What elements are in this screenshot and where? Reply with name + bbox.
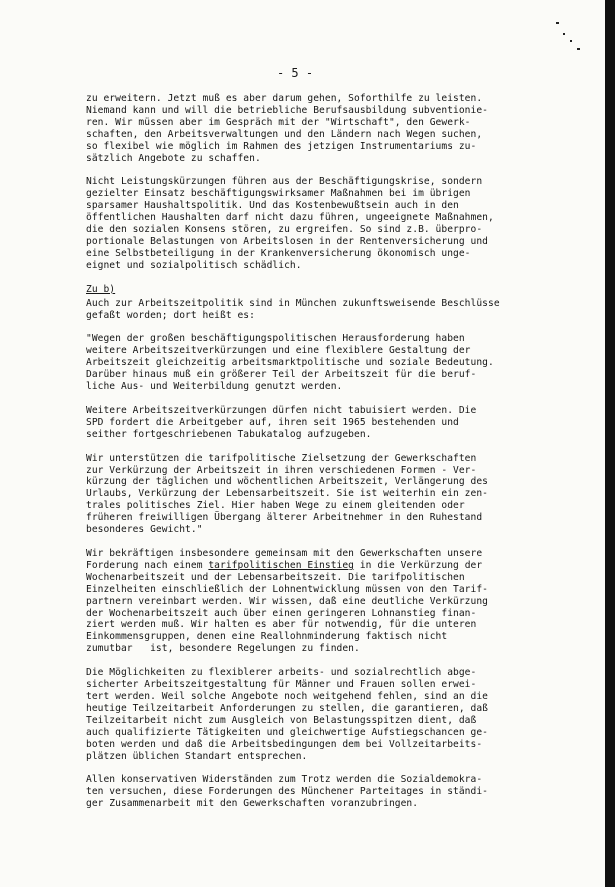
quote-paragraph: "Wegen der großen beschäftigungspolitischen Herausforderung haben weitere Arbeitszeitverkürzungen und eine flexiblere Gestaltung der Arbeitszeit gleichzeitig arbeitsmarktpolitische und soziale Bedeutung. Darüber hinaus muß ein größerer Teil der Arbeitszeit für die beruf- liche Aus- und Weiterbildung genutzt werden. xyxy=(86,333,494,393)
scan-mark xyxy=(577,48,580,50)
underlined-phrase: tarifpolitischen Einstieg xyxy=(208,559,355,571)
scan-mark xyxy=(570,40,572,42)
paragraph: Nicht Leistungskürzungen führen aus der Beschäftigungskrise, sondern gezielter Einsatz beschäftigungswirksamer Maßnahmen bei im übrigen sparsamer Haushaltspolitik. Und das Kostenbewußtsein auch in den öffentlichen Haushalten darf nicht dazu führen, ungeeignete Maßnahmen, die den sozialen Konsens stören, zu ergreifen. So sind z.B. überpro- portionale Belastungen von Arbeitslosen in der Rentenversicherung und eine Selbstbeteiligung in der Krankenversicherung ökonomisch unge- eignet und sozialpolitisch schädlich. xyxy=(86,176,494,271)
paragraph: Allen konservativen Widerständen zum Trotz werden die Sozialdemokra- ten versuchen, diese Forderungen des Münchener Parteitages in ständi- ger Zusammenarbeit mit den Gewerkschaften voranzubringen. xyxy=(86,774,488,810)
page-number: - 5 - xyxy=(276,66,314,80)
scan-mark xyxy=(556,22,559,24)
quote-paragraph: Weitere Arbeitszeitverkürzungen dürfen nicht tabuisiert werden. Die SPD fordert die Arbeitgeber auf, ihren seit 1965 bestehenden und seither fortgeschriebenen Tabukatalog aufzugeben. xyxy=(86,404,477,440)
document-body xyxy=(86,93,581,822)
forderung-text: Forderung nach einem xyxy=(86,559,209,571)
paragraph: Auch zur Arbeitszeitpolitik sind in München zukunftsweisende Beschlüsse gefaßt worden; dort heißt es: xyxy=(86,297,500,321)
paragraph: zu erweitern. Jetzt muß es aber darum gehen, Soforthilfe zu leisten. Niemand kann und will die betriebliche Berufsausbildung subventionie- ren. Wir müssen aber im Gespräch mit der "Wirtschaft", den Gewerk- schaften, den Arbeitsverwaltungen und den Ländern nach Wegen suchen, so flexibel wie möglich im Rahmen des jetzigen Instrumentariums zu- sätzlich Angebote zu schaffen. xyxy=(86,93,488,164)
paragraph: Die Möglichkeiten zu flexiblerer arbeits- und sozialrechtlich abge- sicherter Arbeitszeitgestaltung für Männer und Frauen sollen erwei- tert werden. Weil solche Angebote noch weitgehend fehlen, sind an die heutige Teilzeitarbeit Anforderungen zu stellen, die garantieren, daß Teilzeitarbeit nicht zum Ausgleich von Belastungsspitzen dient, daß auch qualifizierte Tätigkeiten und gleichwertige Aufstiegschancen ge- boten werden und daß die Arbeitsbedingungen dem bei Vollzeitarbeits- plätzen üblichen Standart entsprechen. xyxy=(86,667,488,762)
forderung-line: Wir bekräftigen insbesondere gemeinsam mit den Gewerkschaften unsere xyxy=(86,548,483,559)
forderung-text: in die Verkürzung der xyxy=(354,559,483,571)
quote-paragraph: Wir unterstützen die tarifpolitische Zielsetzung der Gewerkschaften zur Verkürzung der Arbeitszeit in ihren verschiedenen Formen - Ver- kürzung der täglichen und wöchentlichen Arbeitszeit, Verlängerung des Urlaubs, Verkürzung der Lebensarbeitszeit. Sie ist weiterhin ein zen- trales politisches Ziel. Hier haben Wege zu einem gleitenden oder früheren freiwilligen Übergang älterer Arbeitnehmer in den Ruhestand besonderes Gewicht." xyxy=(86,452,488,536)
scan-mark xyxy=(563,33,565,35)
forderung-paragraph xyxy=(86,548,581,655)
forderung-text: Wochenarbeitszeit und der Lebensarbeitszeit. Die tarifpolitischen Einzelheiten einschließlich der Lohnentwicklung müssen von den Tarif- partnern vereinbart werden. Wir wissen, daß eine deutliche Verkürzung der Wochenarbeitszeit auch über einen geringeren Lohnanstieg finan- ziert werden muß. Wir halten es aber für notwendig, für die unteren Einkommensgruppen, denen eine Reallohnminderung faktisch nicht zumutbar ist, besondere Regelungen zu finden. xyxy=(86,571,488,655)
section-heading: Zu b) xyxy=(86,283,116,295)
